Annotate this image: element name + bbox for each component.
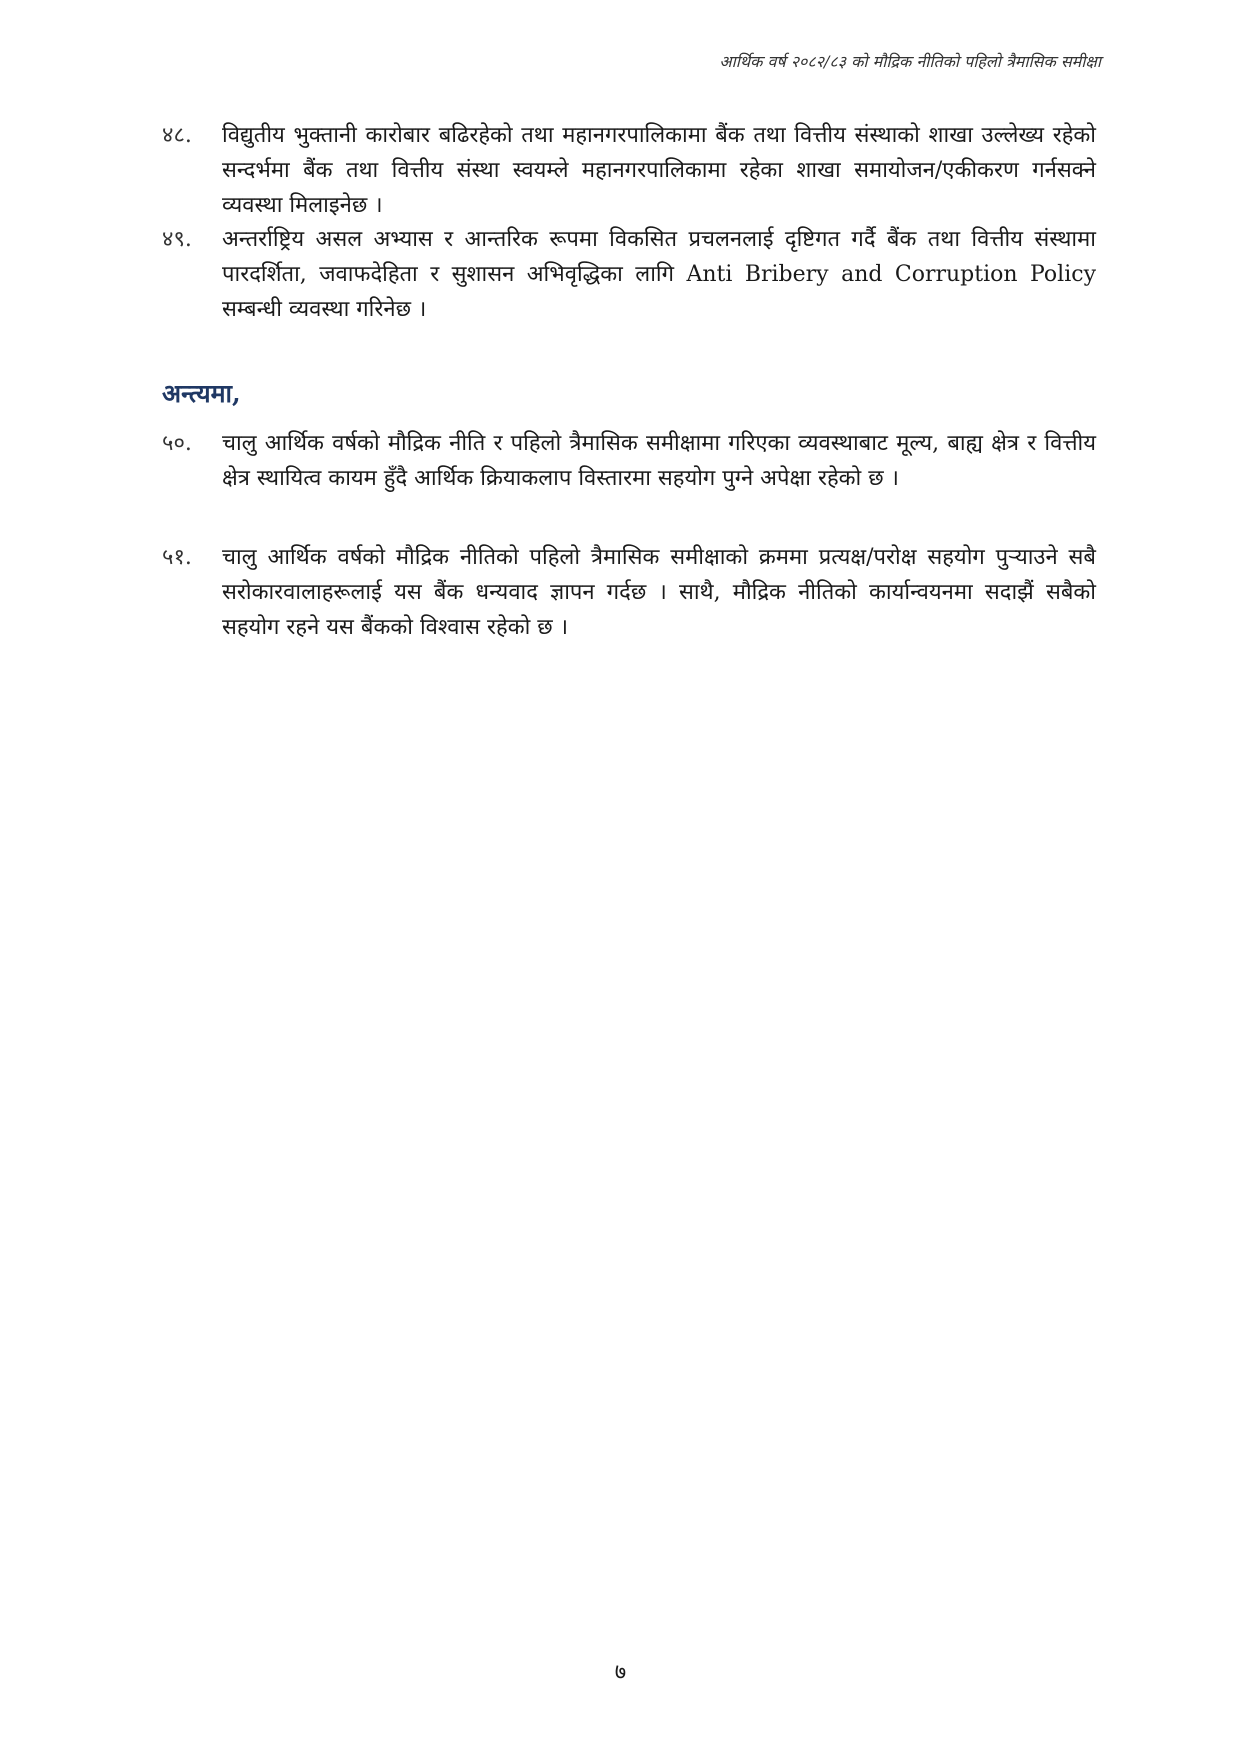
section-heading: अन्त्यमा,: [162, 379, 241, 408]
page-number: ७: [614, 1660, 627, 1685]
paragraph-48: [162, 118, 1096, 223]
paragraph-number: ४९.: [162, 227, 192, 252]
paragraph-number: ४८.: [162, 123, 192, 148]
paragraph-text: विद्युतीय भुक्तानी कारोबार बढिरहेको तथा महानगरपालिकामा बैंक तथा वित्तीय संस्थाको शाखा उल्लेख्य रहेको सन्दर्भमा बैंक तथा वित्तीय संस्था स्वयम्ले महानगरपालिकामा रहेका शाखा समायोजन/एकीकरण गर्नसक्ने व्यवस्था मिलाइनेछ ।: [222, 123, 1096, 218]
paragraph-number: ५०.: [162, 431, 192, 456]
paragraph-text: चालु आर्थिक वर्षको मौद्रिक नीति र पहिलो त्रैमासिक समीक्षामा गरिएका व्यवस्थाबाट मूल्य, बाह्य क्षेत्र र वित्तीय क्षेत्र स्थायित्व कायम हुँदै आर्थिक क्रियाकलाप विस्तारमा सहयोग पुग्ने अपेक्षा रहेको छ ।: [222, 431, 1096, 491]
running-header: आर्थिक वर्ष २०८२/८३ को मौद्रिक नीतिको पहिलो त्रैमासिक समीक्षा: [719, 52, 1101, 71]
paragraph-number: ५१.: [162, 545, 192, 570]
paragraph-50: [162, 426, 1096, 496]
paragraph-text: अन्तर्राष्ट्रिय असल अभ्यास र आन्तरिक रूपमा विकसित प्रचलनलाई दृष्टिगत गर्दै बैंक तथा वित्तीय संस्थामा पारदर्शिता, जवाफदेहिता र सुशासन अभिवृद्धिका लागि Anti Bribery and Corruption Policy सम्बन्धी व्यवस्था गरिनेछ ।: [222, 227, 1096, 322]
paragraph-text: चालु आर्थिक वर्षको मौद्रिक नीतिको पहिलो त्रैमासिक समीक्षाको क्रममा प्रत्यक्ष/परोक्ष सहयोग पुर्‍याउने सबै सरोकारवालाहरूलाई यस बैंक धन्यवाद ज्ञापन गर्दछ । साथै, मौद्रिक नीतिको कार्यान्वयनमा सदाझैं सबैको सहयोग रहने यस बैंकको विश्वास रहेको छ ।: [222, 545, 1096, 640]
paragraph-51: [162, 540, 1096, 645]
paragraph-49: [162, 222, 1096, 327]
